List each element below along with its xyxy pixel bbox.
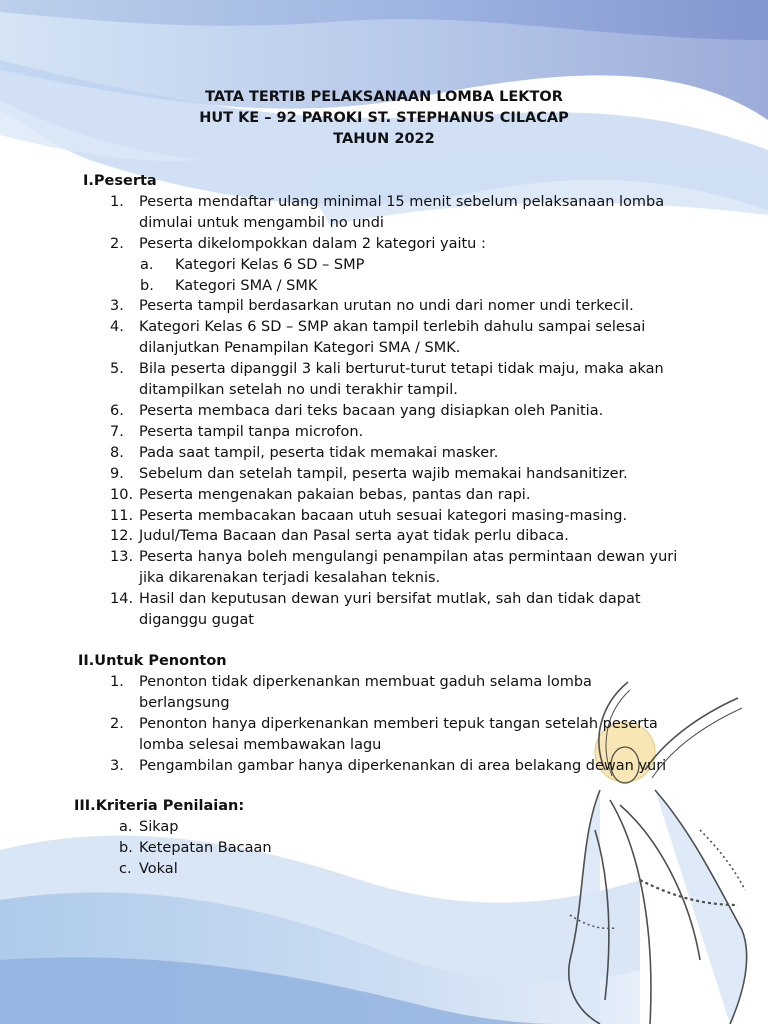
list-item-number: 8. [110,445,124,461]
list-item-number: 9. [110,466,124,482]
list-item-number: 6. [110,403,124,419]
list-item-text: Peserta mengenakan pakaian bebas, pantas dan rapi. [139,487,531,503]
list-item [110,756,710,777]
list-item [110,296,690,317]
sub-list-item-text: Kategori Kelas 6 SD – SMP [175,257,365,273]
criteria-item [119,838,419,859]
list-item-number: 1. [110,674,124,690]
list-item [110,672,660,714]
list-item-text: Peserta hanya boleh mengulangi penampilan atas permintaan dewan yuri jika dikarenakan terjadi kesalahan teknis. [139,549,678,586]
list-item-text: Pengambilan gambar hanya diperkenankan di area belakang dewan yuri [139,758,667,774]
list-item [110,443,690,464]
list-item [110,422,690,443]
list-item-text: Judul/Tema Bacaan dan Pasal serta ayat tidak perlu dibaca. [139,528,569,544]
document-title-line-1: TATA TERTIB PELAKSANAAN LOMBA LEKTOR [205,89,563,105]
list-item [110,714,690,756]
criteria-item-text: Sikap [139,819,179,835]
list-item-number: 11. [110,508,134,524]
list-item [110,589,690,631]
list-item-text: Peserta tampil berdasarkan urutan no undi dari nomer undi terkecil. [139,298,634,314]
list-item [110,526,690,547]
criteria-item-letter: b. [119,840,133,856]
criteria-item-letter: a. [119,819,133,835]
section-heading-penonton: II.Untuk Penonton [78,653,227,669]
sub-list-item-letter: b. [140,278,154,294]
list-item-text: Peserta tampil tanpa microfon. [139,424,364,440]
list-item [110,547,690,589]
list-item-number: 3. [110,758,124,774]
sub-list-item [140,276,680,297]
criteria-item-text: Vokal [139,861,178,877]
list-item-text: Peserta membacakan bacaan utuh sesuai kategori masing-masing. [139,508,628,524]
criteria-item-letter: c. [119,861,132,877]
list-item-number: 2. [110,716,124,732]
criteria-item-text: Ketepatan Bacaan [139,840,272,856]
list-item-number: 7. [110,424,124,440]
list-item [110,506,690,527]
list-item [110,359,690,401]
criteria-item [119,859,419,880]
list-item-text: Penonton tidak diperkenankan membuat gaduh selama lomba berlangsung [139,674,592,711]
list-item-number: 12. [110,528,134,544]
document-title-line-2: HUT KE – 92 PAROKI ST. STEPHANUS CILACAP [199,110,569,126]
list-item-number: 10. [110,487,134,503]
document-title-line-3: TAHUN 2022 [333,131,435,147]
list-item [110,192,690,234]
list-item-text: Sebelum dan setelah tampil, peserta wajib memakai handsanitizer. [139,466,628,482]
list-item-text: Hasil dan keputusan dewan yuri bersifat mutlak, sah dan tidak dapat diganggu gugat [139,591,641,628]
list-item-number: 4. [110,319,124,335]
list-item [110,317,690,359]
list-item [110,401,690,422]
list-item-text: Bila peserta dipanggil 3 kali berturut-turut tetapi tidak maju, maka akan ditampilkan setelah no undi terakhir tampil. [139,361,664,398]
list-item-number: 2. [110,236,124,252]
list-item-number: 1. [110,194,124,210]
list-item [110,464,690,485]
criteria-item [119,817,419,838]
sub-list-item-text: Kategori SMA / SMK [175,278,318,294]
section-heading-peserta: I.Peserta [83,173,157,189]
list-item-number: 5. [110,361,124,377]
list-item-number: 14. [110,591,134,607]
list-item-text: Penonton hanya diperkenankan memberi tepuk tangan setelah peserta lomba selesai membawakan lagu [139,716,658,753]
list-item-text: Pada saat tampil, peserta tidak memakai masker. [139,445,499,461]
list-item-text: Peserta membaca dari teks bacaan yang disiapkan oleh Panitia. [139,403,604,419]
section-heading-kriteria: III.Kriteria Penilaian: [74,798,245,814]
list-item [110,234,690,255]
list-item-number: 13. [110,549,134,565]
list-item-text: Peserta dikelompokkan dalam 2 kategori yaitu : [139,236,486,252]
list-item [110,485,690,506]
list-item-number: 3. [110,298,124,314]
list-item-text: Kategori Kelas 6 SD – SMP akan tampil terlebih dahulu sampai selesai dilanjutkan Penampilan Kategori SMA / SMK. [139,319,646,356]
list-item-text: Peserta mendaftar ulang minimal 15 menit sebelum pelaksanaan lomba dimulai untuk mengambil no undi [139,194,665,231]
sub-list-item [140,255,680,276]
sub-list-item-letter: a. [140,257,154,273]
